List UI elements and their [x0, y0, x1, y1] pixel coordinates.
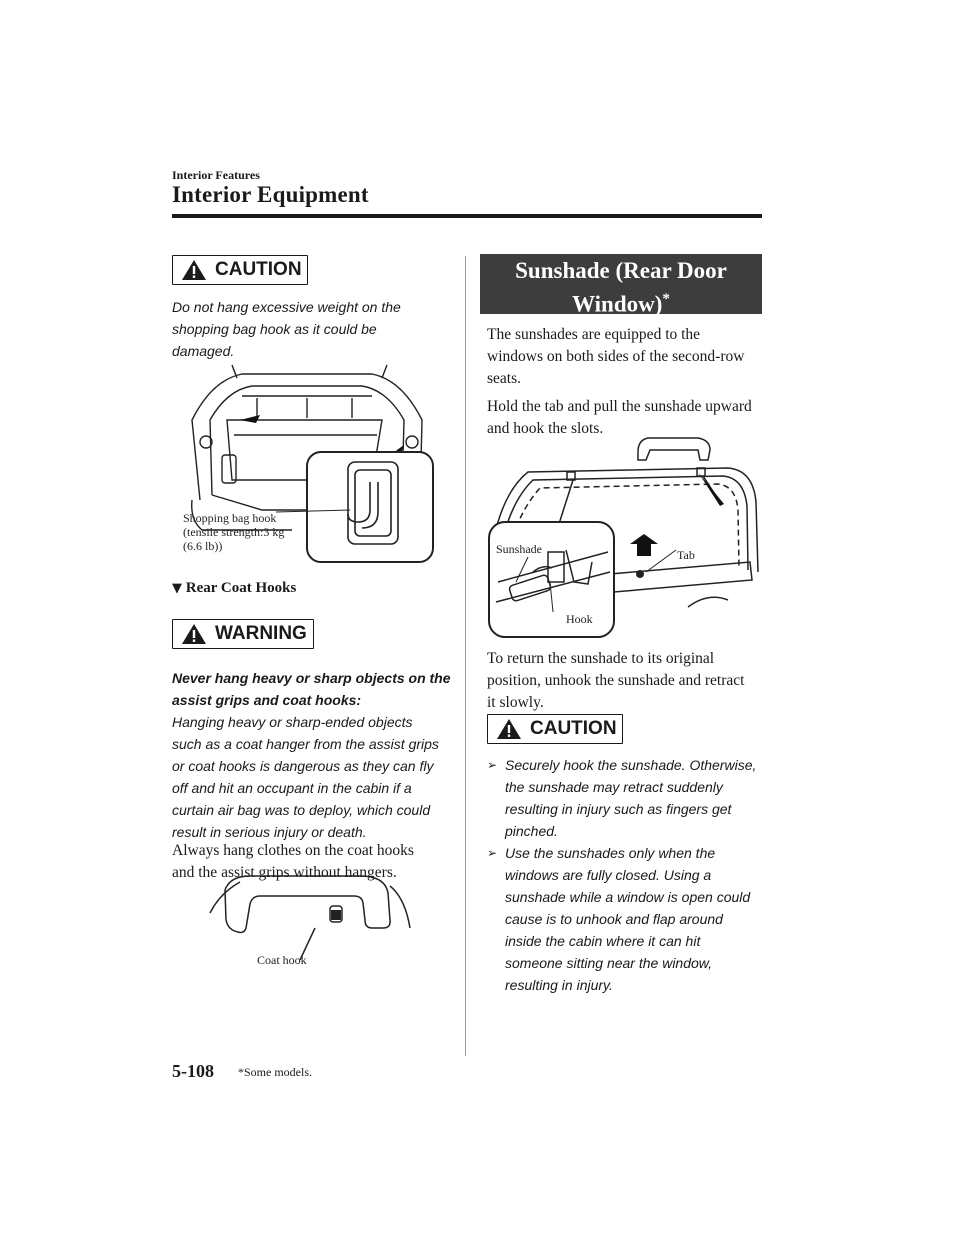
caution-label-box-2 [487, 714, 623, 744]
warning-label: WARNING [215, 623, 307, 644]
caution-label: CAUTION [530, 718, 617, 739]
caution-label: CAUTION [215, 259, 302, 280]
shopping-bag-hook-callout: Shopping bag hook (tensile strength:3 kg (6.6 lb)) [183, 511, 285, 553]
hook-callout: Hook [566, 612, 593, 626]
section-label: Interior Features [172, 168, 260, 182]
assist-grip-illustration [200, 868, 430, 978]
tab-callout: Tab [677, 548, 695, 562]
caution-bullets [487, 754, 762, 996]
warning-triangle-icon [496, 718, 522, 740]
sunshade-section-banner: Sunshade (Rear Door Window)* [480, 254, 762, 314]
coat-hook-callout: Coat hook [257, 953, 307, 967]
page-number: 5-108 [172, 1061, 214, 1081]
sunshade-paragraph-2: Hold the tab and pull the sunshade upward and hook the slots. [487, 398, 752, 437]
rear-coat-hooks-heading: ▼ Rear Coat Hooks [172, 580, 297, 596]
sunshade-paragraph-1: The sunshades are equipped to the windows on both sides of the second-row seats. [487, 326, 745, 387]
caution-text: Do not hang excessive weight on the shopping bag hook as it could be damaged. [172, 299, 401, 359]
column-divider [465, 256, 466, 1056]
warning-triangle-icon [181, 259, 207, 281]
page-title: Interior Equipment [172, 182, 369, 207]
header-rule [172, 214, 762, 218]
caution-bullet: ➢ Securely hook the sunshade. Otherwise, the sunshade may retract suddenly resulting in injury such as fingers get pinched. [487, 754, 762, 842]
coat-hooks-paragraph: Always hang clothes on the coat hooks and the assist grips without hangers. [172, 842, 414, 881]
caution-label-box [172, 255, 308, 285]
sunshade-illustration [488, 432, 763, 640]
arrow-bullet-icon: ➢ [487, 846, 498, 860]
sunshade-paragraph-3: To return the sunshade to its original position, unhook the sunshade and retract it slowly. [487, 650, 745, 711]
warning-text: Never hang heavy or sharp objects on the assist grips and coat hooks: Hanging heavy or sharp-ended objects such as a coat hanger from the assist grips or coat hooks is dangerous as they can fly off and hit an occupant in the cabin if a curtain air bag was to deploy, which could result in serious injury or death. [172, 670, 451, 840]
warning-triangle-icon [181, 623, 207, 645]
warning-label-box [172, 619, 314, 649]
triangle-down-icon: ▼ [172, 581, 182, 596]
footnote: *Some models. [238, 1065, 312, 1079]
arrow-bullet-icon: ➢ [487, 758, 498, 772]
caution-bullet: ➢ Use the sunshades only when the windows are fully closed. Using a sunshade while a window is open could cause is to unhook and flap around inside the cabin where it can hit someone sitting near the window, resulting in injury. [487, 842, 762, 996]
sunshade-callout: Sunshade [496, 542, 542, 556]
